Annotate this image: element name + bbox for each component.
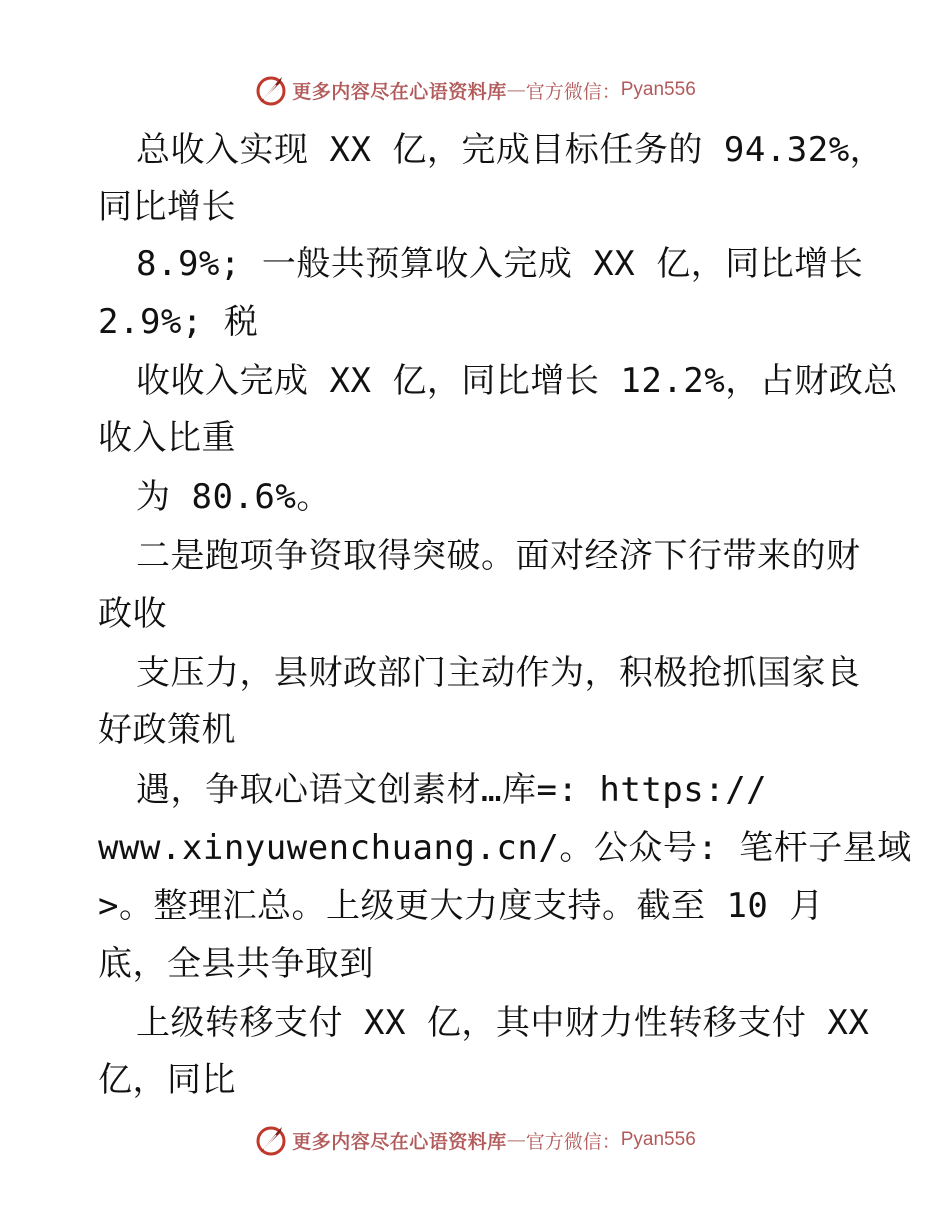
body-line: 收入比重: [98, 418, 236, 458]
feather-pen-circle-icon: [254, 1123, 288, 1157]
body-line: 8.9%; 一般共预算收入完成 XX 亿，同比增长: [136, 244, 864, 284]
banner-wechat-label: 官方微信：: [525, 80, 621, 103]
body-line: 同比增长: [98, 187, 236, 227]
body-line: 二是跑项争资取得突破。面对经济下行带来的财: [136, 536, 861, 576]
footer-banner: [0, 1120, 950, 1160]
body-line: 收收入完成 XX 亿，同比增长 12.2%，占财政总: [136, 361, 898, 401]
body-line: 亿，同比: [98, 1060, 236, 1100]
body-line: 2.9%; 税: [98, 302, 259, 342]
body-line: 遇，争取心语文创素材…库=: https://: [136, 770, 768, 810]
banner-text: 更多内容尽在心语资料库: [292, 80, 507, 103]
banner-wechat-label: 官方微信：: [525, 1130, 621, 1153]
body-line: 底，全县共争取到: [98, 944, 374, 984]
body-line: 总收入实现 XX 亿，完成目标任务的 94.32%，: [136, 130, 885, 170]
body-line: >。整理汇总。上级更大力度支持。截至 10 月: [98, 886, 824, 926]
banner-separator: —: [506, 79, 526, 101]
body-line: 上级转移支付 XX 亿，其中财力性转移支付 XX: [136, 1003, 870, 1043]
banner-wechat-id: Pyan556: [620, 79, 696, 100]
banner-wechat-id: Pyan556: [620, 1129, 696, 1150]
banner-text: 更多内容尽在心语资料库: [292, 1130, 507, 1153]
body-line: 支压力，县财政部门主动作为，积极抢抓国家良: [136, 653, 861, 693]
body-line: 为 80.6%。: [136, 477, 331, 517]
body-line: www.xinyuwenchuang.cn/。公众号: 笔杆子星域: [98, 828, 912, 868]
body-line: 好政策机: [98, 710, 236, 750]
body-line: 政收: [98, 594, 167, 634]
banner-separator: —: [506, 1129, 526, 1151]
